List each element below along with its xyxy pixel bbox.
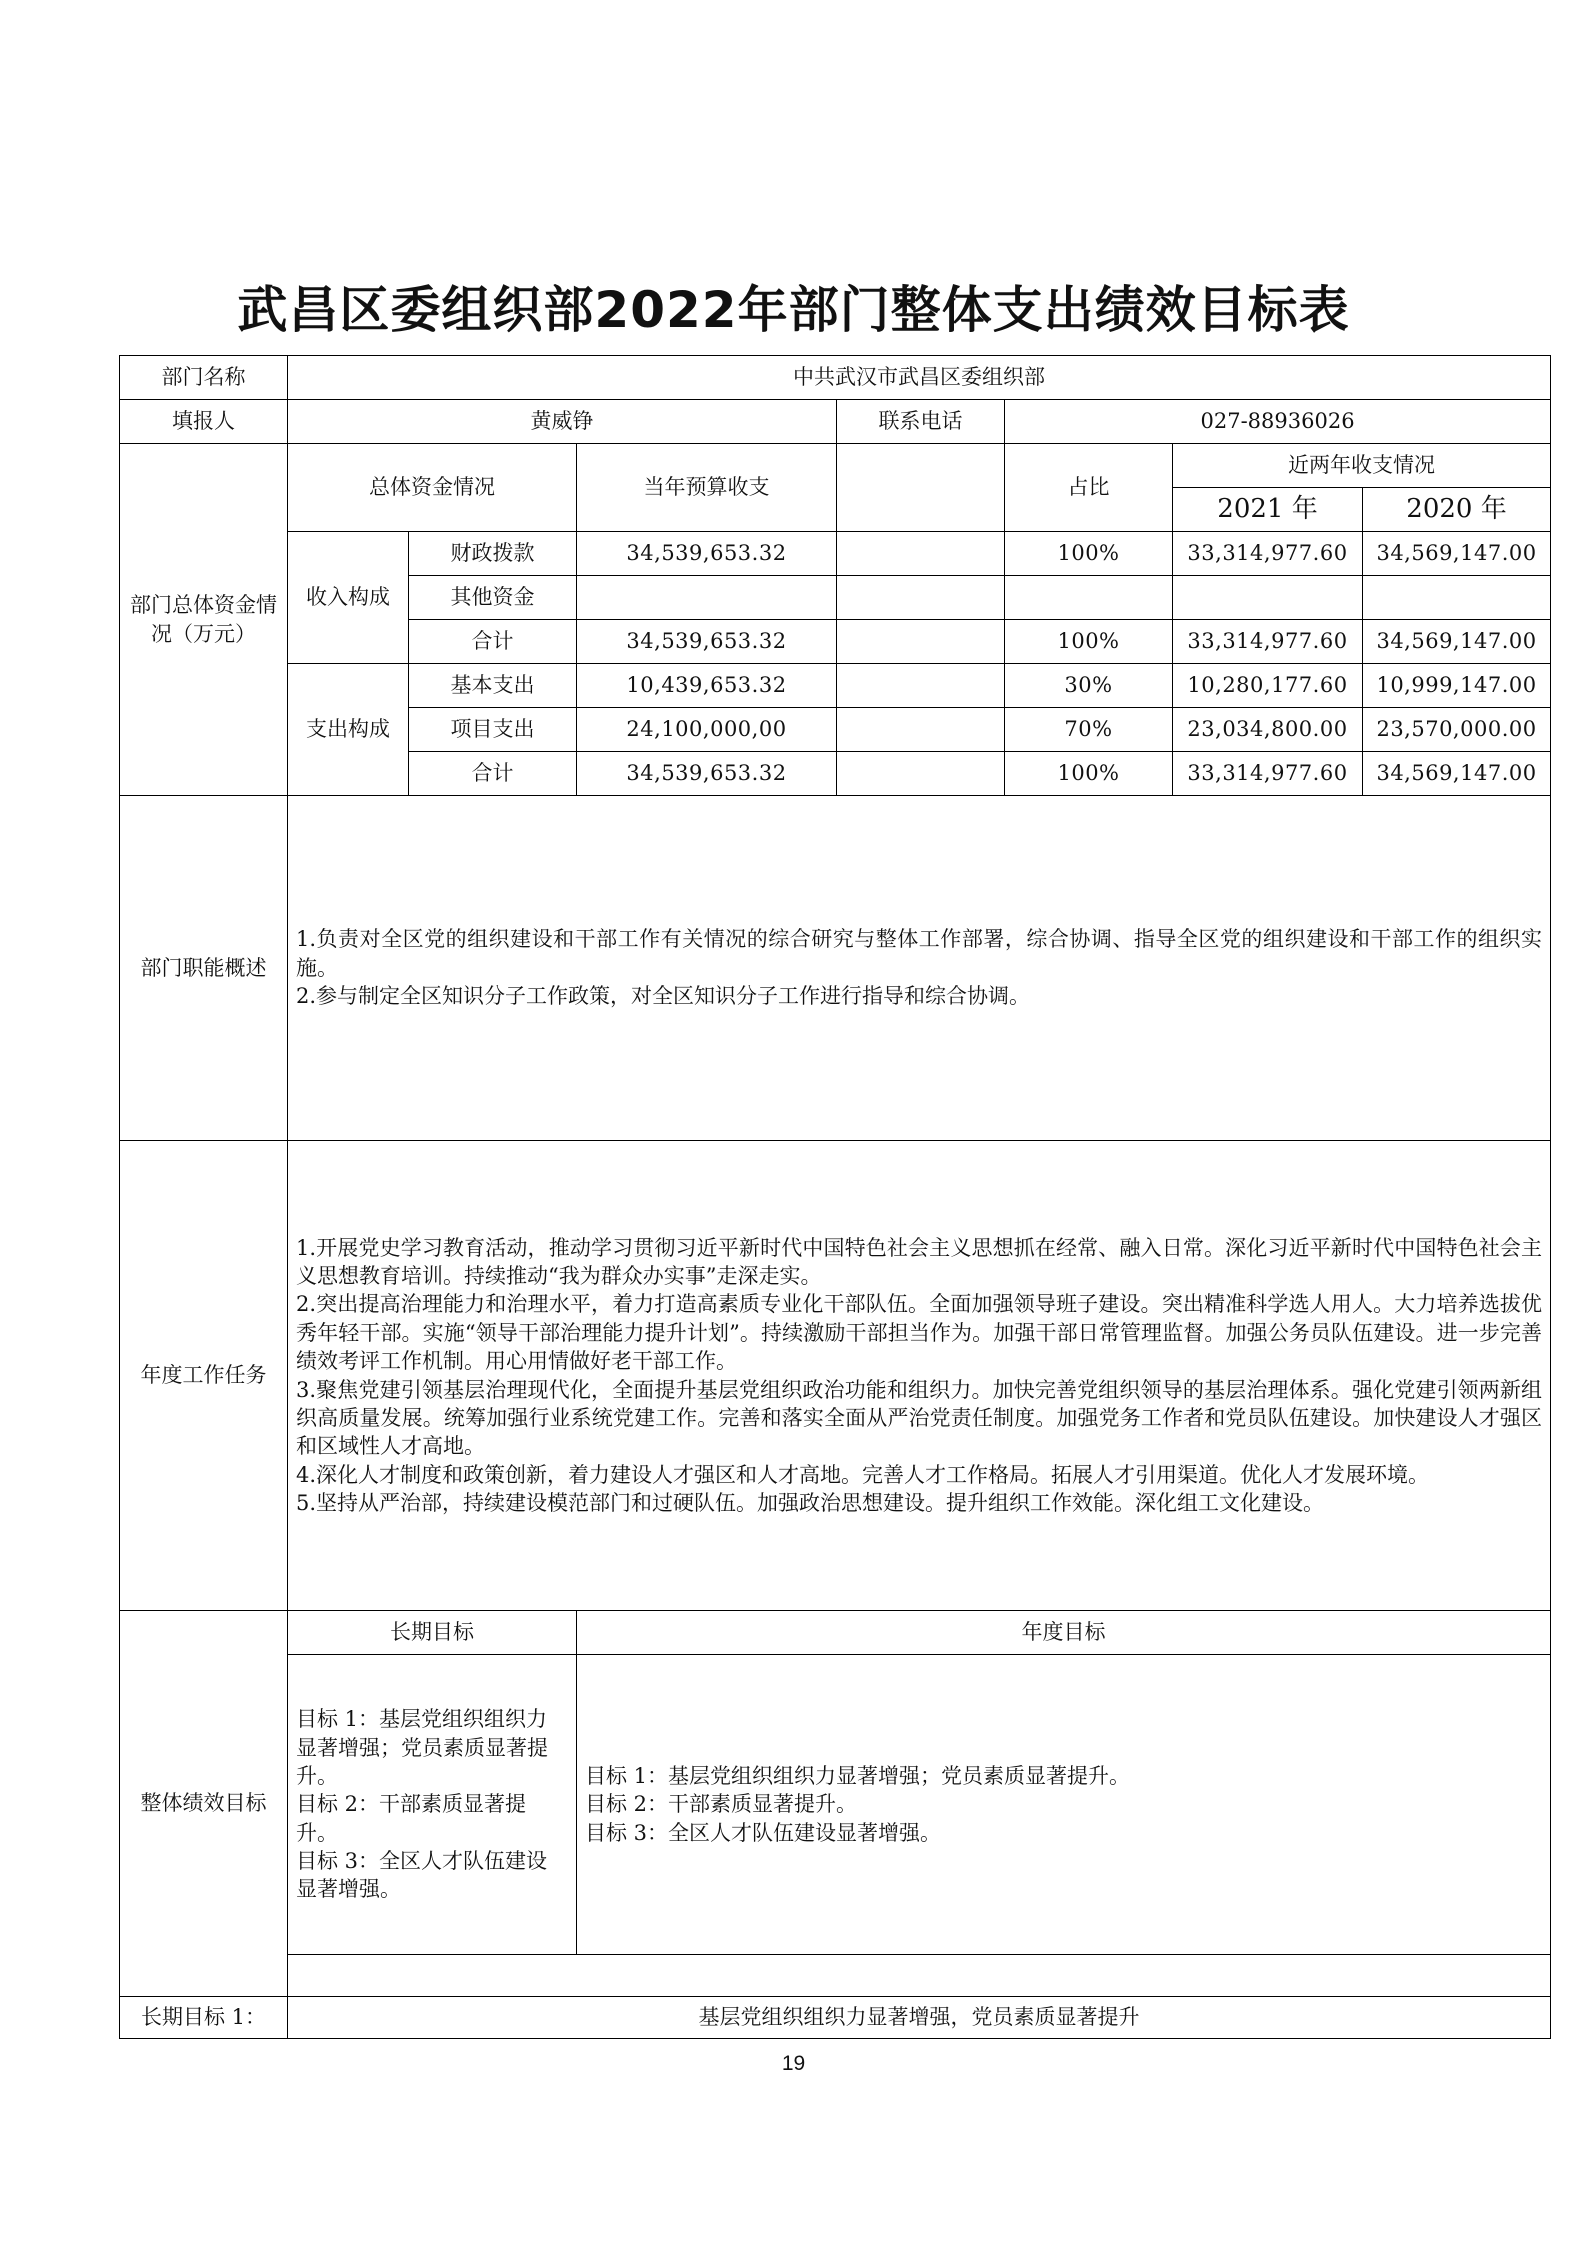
filler-row: [120, 400, 1551, 444]
long-term-goal-1-text: 基层党组织组织力显著增强，党员素质显著提升: [288, 1997, 1551, 2039]
goals-blank-row: [120, 1955, 1551, 1997]
income-label: 收入构成: [288, 532, 409, 664]
dept-name-value: 中共武汉市武昌区委组织部: [288, 356, 1551, 400]
income-blank: [837, 532, 1005, 576]
expense-ratio: 100%: [1005, 752, 1173, 796]
funds-header-row-1: [120, 444, 1551, 488]
expense-item: 合计: [409, 752, 577, 796]
income-ratio: 100%: [1005, 620, 1173, 664]
goals-content-row: [120, 1655, 1551, 1955]
annual-goal-header: 年度目标: [577, 1611, 1551, 1655]
annual-goal-item: 目标 3：全区人才队伍建设显著增强。: [585, 1820, 942, 1845]
functions-label: 部门职能概述: [120, 796, 288, 1141]
functions-text: [288, 796, 1551, 1141]
annual-tasks-label: 年度工作任务: [120, 1141, 288, 1611]
income-row: [120, 532, 1551, 576]
expense-2021: 10,280,177.60: [1173, 664, 1363, 708]
income-2020: [1363, 576, 1551, 620]
year-2020-header: 2020 年: [1363, 488, 1551, 532]
long-term-goals-text: [288, 1655, 577, 1955]
expense-blank: [837, 752, 1005, 796]
expense-2020: 23,570,000.00: [1363, 708, 1551, 752]
long-term-goal-header: 长期目标: [288, 1611, 577, 1655]
annual-goals-text: [577, 1655, 1551, 1955]
performance-target-table: [119, 355, 1551, 2039]
income-blank: [837, 620, 1005, 664]
overall-funds-header: 总体资金情况: [288, 444, 577, 532]
functions-item: 1.负责对全区党的组织建设和干部工作有关情况的综合研究与整体工作部署，综合协调、指导全区党的组织建设和干部工作的组织实施。: [296, 927, 1543, 980]
expense-2021: 23,034,800.00: [1173, 708, 1363, 752]
annual-goal-item: 目标 2：干部素质显著提升。: [585, 1792, 858, 1817]
expense-budget: 24,100,000,00: [577, 708, 837, 752]
task-item: 4.深化人才制度和政策创新，着力建设人才强区和人才高地。完善人才工作格局。拓展人才引用渠道。优化人才发展环境。: [296, 1462, 1430, 1487]
task-item: 3.聚焦党建引领基层治理现代化，全面提升基层党组织政治功能和组织力。加快完善党组织领导的基层治理体系。强化党建引领两新组织高质量发展。统筹加强行业系统党建工作。完善和落实全面从严治党责任制度。加强党务工作者和党员队伍建设。加快建设人才强区和区域性人才高地。: [296, 1377, 1543, 1459]
expense-ratio: 70%: [1005, 708, 1173, 752]
expense-2021: 33,314,977.60: [1173, 752, 1363, 796]
income-budget: 34,539,653.32: [577, 532, 837, 576]
annual-tasks-row: [120, 1141, 1551, 1611]
task-item: 1.开展党史学习教育活动，推动学习贯彻习近平新时代中国特色社会主义思想抓在经常、融入日常。深化习近平新时代中国特色社会主义思想教育培训。持续推动“我为群众办实事”走深走实。: [296, 1235, 1543, 1289]
page-number: 19: [781, 2052, 806, 2075]
expense-blank: [837, 708, 1005, 752]
phone-label: 联系电话: [837, 400, 1005, 444]
page-title: 武昌区委组织部2022年部门整体支出绩效目标表: [237, 281, 1350, 339]
phone-value: 027-88936026: [1005, 400, 1551, 444]
income-item: 财政拨款: [409, 532, 577, 576]
income-item: 合计: [409, 620, 577, 664]
expense-label: 支出构成: [288, 664, 409, 796]
filler-value: 黄威铮: [288, 400, 837, 444]
annual-goal-item: 目标 1：基层党组织组织力显著增强；党员素质显著提升。: [585, 1763, 1131, 1788]
income-ratio: [1005, 576, 1173, 620]
long-term-goal-1-label: 长期目标 1：: [120, 1997, 288, 2039]
blank-header: [837, 444, 1005, 532]
expense-2020: 34,569,147.00: [1363, 752, 1551, 796]
filler-label: 填报人: [120, 400, 288, 444]
task-item: 5.坚持从严治部，持续建设模范部门和过硬队伍。加强政治思想建设。提升组织工作效能。深化组工文化建设。: [296, 1490, 1325, 1515]
expense-item: 基本支出: [409, 664, 577, 708]
income-budget: 34,539,653.32: [577, 620, 837, 664]
expense-row: [120, 664, 1551, 708]
long-term-goal-item: 目标 2：干部素质显著提升。: [296, 1792, 527, 1845]
long-term-goal-1-row: [120, 1997, 1551, 2039]
income-2020: 34,569,147.00: [1363, 532, 1551, 576]
income-2020: 34,569,147.00: [1363, 620, 1551, 664]
income-2021: 33,314,977.60: [1173, 620, 1363, 664]
ratio-header: 占比: [1005, 444, 1173, 532]
funds-section-label: 部门总体资金情况（万元）: [120, 444, 288, 796]
expense-item: 项目支出: [409, 708, 577, 752]
goals-header-row: [120, 1611, 1551, 1655]
annual-tasks-text: [288, 1141, 1551, 1611]
expense-budget: 34,539,653.32: [577, 752, 837, 796]
income-2021: 33,314,977.60: [1173, 532, 1363, 576]
functions-item: 2.参与制定全区知识分子工作政策，对全区知识分子工作进行指导和综合协调。: [296, 984, 1031, 1009]
long-term-goal-item: 目标 3：全区人才队伍建设显著增强。: [296, 1849, 548, 1902]
long-term-goal-item: 目标 1：基层党组织组织力显著增强；党员素质显著提升。: [296, 1707, 548, 1788]
income-item: 其他资金: [409, 576, 577, 620]
income-blank: [837, 576, 1005, 620]
goals-blank-cell: [288, 1955, 1551, 1997]
task-item: 2.突出提高治理能力和治理水平，着力打造高素质专业化干部队伍。全面加强领导班子建设。突出精准科学选人用人。大力培养选拔优秀年轻干部。实施“领导干部治理能力提升计划”。持续激励干部担当作为。加强干部日常管理监督。加强公务员队伍建设。进一步完善绩效考评工作机制。用心用情做好老干部工作。: [296, 1292, 1543, 1374]
expense-ratio: 30%: [1005, 664, 1173, 708]
income-ratio: 100%: [1005, 532, 1173, 576]
overall-goals-label: 整体绩效目标: [120, 1611, 288, 1997]
dept-name-row: [120, 356, 1551, 400]
dept-name-label: 部门名称: [120, 356, 288, 400]
current-budget-header: 当年预算收支: [577, 444, 837, 532]
year-2021-header: 2021 年: [1173, 488, 1363, 532]
expense-2020: 10,999,147.00: [1363, 664, 1551, 708]
functions-row: [120, 796, 1551, 1141]
income-2021: [1173, 576, 1363, 620]
recent-two-years-header: 近两年收支情况: [1173, 444, 1551, 488]
income-budget: [577, 576, 837, 620]
expense-blank: [837, 664, 1005, 708]
expense-budget: 10,439,653.32: [577, 664, 837, 708]
